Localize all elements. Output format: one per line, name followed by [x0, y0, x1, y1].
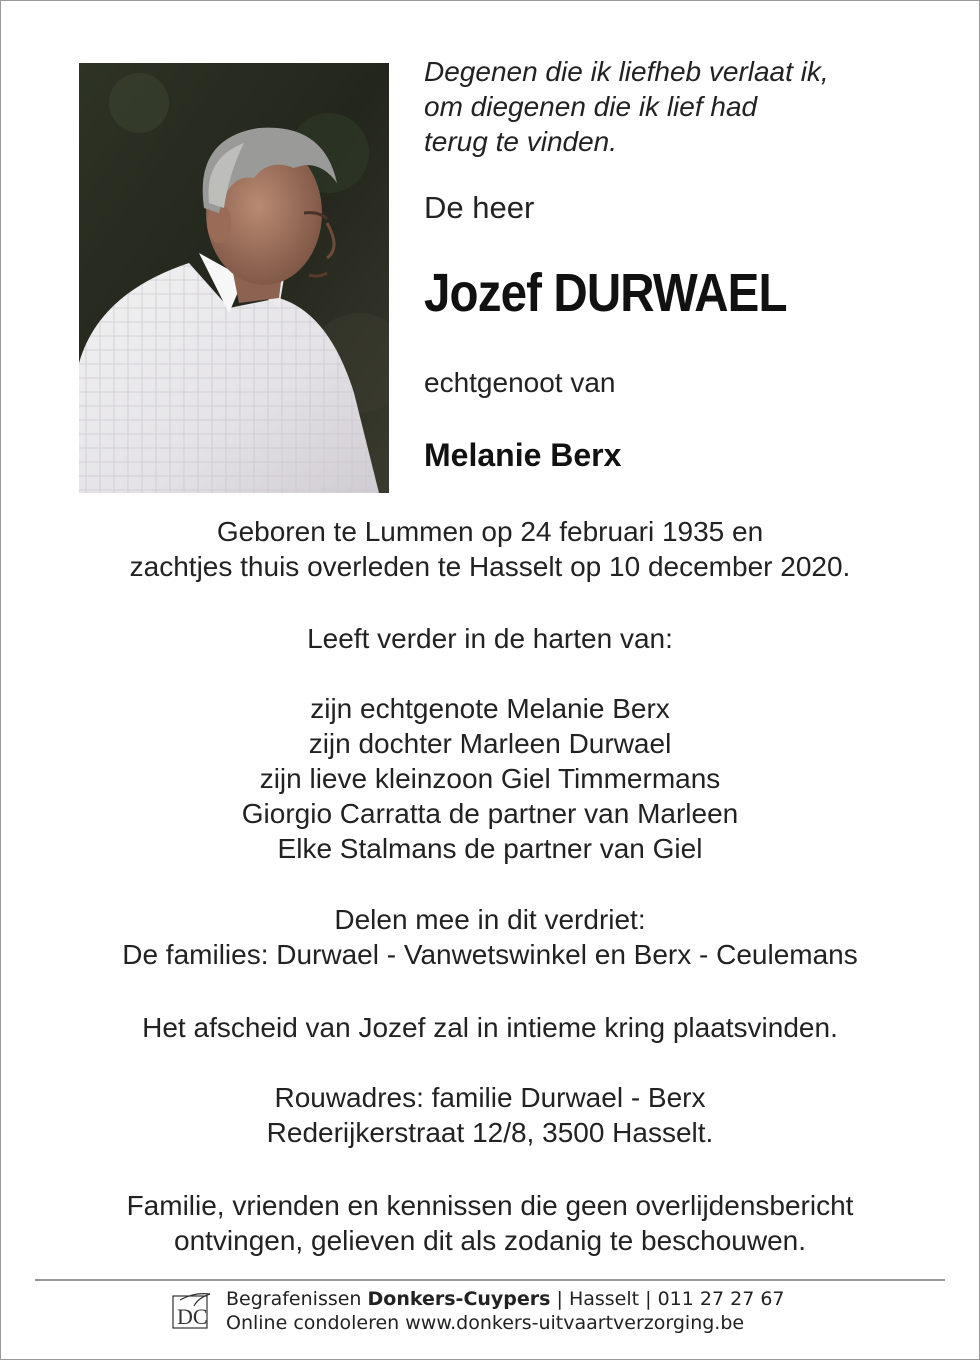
life-line: zachtjes thuis overleden te Hasselt op 10 december 2020. — [129, 551, 851, 582]
footer-divider — [35, 1279, 945, 1281]
farewell-line: Het afscheid van Jozef zal in intieme kring plaatsvinden. — [142, 1012, 838, 1043]
footer-separator: | — [550, 1288, 569, 1310]
notice-block — [0, 1188, 980, 1258]
quote-line: terug te vinden. — [424, 126, 618, 157]
funeral-home-logo-icon — [172, 1290, 212, 1330]
footer-prefix: Begrafenissen — [226, 1288, 368, 1310]
relation-label: echtgenoot van — [424, 367, 616, 398]
memorial-quote — [424, 54, 944, 159]
life-dates — [0, 514, 980, 584]
list-item: zijn dochter Marleen Durwael — [308, 728, 672, 759]
sorrow-section — [0, 902, 980, 972]
honorific: De heer — [424, 190, 535, 225]
list-item: Giorgio Carratta de partner van Marleen — [241, 798, 739, 829]
quote-line: Degenen die ik liefheb verlaat ik, — [424, 56, 829, 87]
company-name: Donkers-Cuypers — [367, 1288, 551, 1310]
notice-line: Familie, vrienden en kennissen die geen overlijdensbericht — [126, 1190, 854, 1221]
footer-separator: | — [639, 1288, 658, 1310]
notice-line: ontvingen, gelieven dit als zodanig te beschouwen. — [174, 1225, 806, 1256]
footer-city: Hasselt — [568, 1288, 640, 1310]
footer-text — [226, 1287, 785, 1335]
footer-phone[interactable]: 011 27 27 67 — [657, 1288, 785, 1310]
list-item: zijn lieve kleinzoon Giel Timmermans — [259, 763, 721, 794]
footer-website[interactable]: Online condoleren www.donkers-uitvaartverzorging.be — [226, 1312, 745, 1334]
address-block — [0, 1080, 980, 1150]
life-line: Geboren te Lummen op 24 februari 1935 en — [216, 516, 764, 547]
logo-letters: DC — [177, 1304, 208, 1329]
list-item: zijn echtgenote Melanie Berx — [310, 693, 670, 724]
quote-line: om diegenen die ik lief had — [424, 91, 758, 122]
list-item: Elke Stalmans de partner van Giel — [277, 833, 703, 864]
deceased-name: Jozef DURWAEL — [424, 263, 787, 323]
partner-name: Melanie Berx — [424, 437, 622, 473]
hearts-heading: Leeft verder in de harten van: — [307, 623, 673, 654]
sorrow-heading: Delen mee in dit verdriet: — [334, 904, 646, 935]
mourners-list — [0, 691, 980, 866]
footer-line-1 — [226, 1287, 785, 1311]
address-line: Rouwadres: familie Durwael - Berx — [274, 1082, 706, 1113]
families-line: De families: Durwael - Vanwetswinkel en Berx - Ceulemans — [122, 939, 858, 970]
address-line: Rederijkerstraat 12/8, 3500 Hasselt. — [266, 1117, 714, 1148]
portrait-photo — [79, 63, 389, 493]
